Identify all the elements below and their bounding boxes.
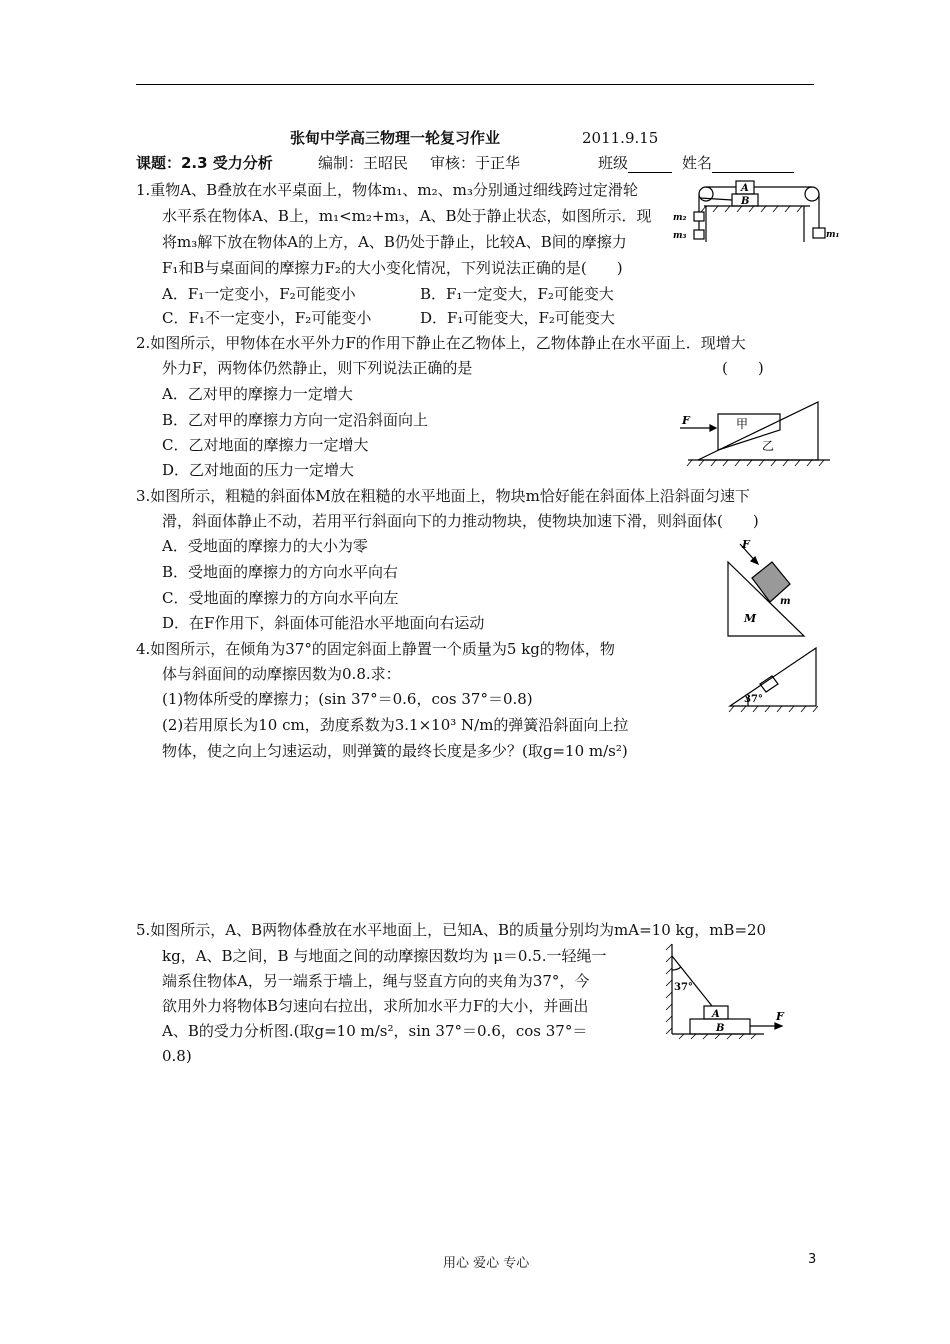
q1-label-a: A <box>741 183 749 194</box>
footer-slogan: 用心 爱心 专心 <box>443 1256 530 1271</box>
q1-option-b: B．F₁一定变大，F₂可能变大 <box>420 285 614 303</box>
q1-label-m1: m₁ <box>826 230 840 240</box>
q4-part-1: (1)物体所受的摩擦力；(sin 37°＝0.6，cos 37°＝0.8) <box>162 690 533 708</box>
reviewer: 审核：于正华 <box>430 154 521 172</box>
page-number: 3 <box>808 1252 817 1267</box>
class-field <box>598 153 672 173</box>
q2-label-jia: 甲 <box>736 417 749 431</box>
q4-line-1: 4.如图所示，在倾角为37°的固定斜面上静置一个质量为5 kg的物体，物 <box>136 640 615 658</box>
q5-label-a: A <box>712 1009 720 1020</box>
q2-option-d: D．乙对地面的压力一定增大 <box>162 461 355 479</box>
q5-line-6: 0.8) <box>162 1047 192 1065</box>
class-blank <box>628 156 672 173</box>
q4-part-3: 物体，使之向上匀速运动，则弹簧的最终长度是多少？(取g=10 m/s²) <box>162 742 628 760</box>
q5-rope-figure <box>664 940 800 1040</box>
q3-line-2: 滑，斜面体静止不动，若用平行斜面向下的力推动物块，使物块加速下滑，则斜面体( ) <box>162 512 759 530</box>
date: 2011.9.15 <box>582 129 659 147</box>
q3-option-a: A．受地面的摩擦力的大小为零 <box>162 537 368 555</box>
q3-label-m: m <box>780 596 791 607</box>
q5-line-5: A、B的受力分析图.(取g=10 m/s²，sin 37°＝0.6，cos 37°＝ <box>162 1022 588 1040</box>
q3-incline-figure <box>722 536 814 640</box>
q5-line-1: 5.如图所示，A、B两物体叠放在水平地面上，已知A、B的质量分别均为mA=10 kg，mB=20 <box>136 921 767 939</box>
q2-wedge-figure <box>668 394 836 468</box>
name-field <box>682 153 794 173</box>
q5-line-4: 欲用外力将物体B匀速向右拉出，求所加水平力F的大小，并画出 <box>162 997 589 1015</box>
page-title: 张甸中学高三物理一轮复习作业 <box>290 129 501 147</box>
editor: 编制：王昭民 <box>318 154 409 172</box>
q3-option-b: B．受地面的摩擦力的方向水平向右 <box>162 563 399 581</box>
q5-label-angle: 37° <box>674 982 693 993</box>
q1-line-3: 将m₃解下放在物体A的上方，A、B仍处于静止，比较A、B间的摩擦力 <box>162 233 627 251</box>
q1-line-4: F₁和B与桌面间的摩擦力F₂的大小变化情况，下列说法正确的是( ) <box>162 259 623 277</box>
q1-option-c: C．F₁不一定变小，F₂可能变小 <box>162 309 372 327</box>
topic-label: 课题：2.3 受力分析 <box>136 154 273 172</box>
name-label: 姓名 <box>682 154 713 172</box>
q1-right-pulley <box>805 187 819 201</box>
q3-line-1: 3.如图所示，粗糙的斜面体M放在粗糙的水平地面上，物块m恰好能在斜面体上沿斜面匀速下 <box>136 487 750 505</box>
q1-label-b: B <box>741 196 750 207</box>
q3-option-c: C．受地面的摩擦力的方向水平向左 <box>162 589 399 607</box>
q4-part-2: (2)若用原长为10 cm，劲度系数为3.1×10³ N/m的弹簧沿斜面向上拉 <box>162 716 629 734</box>
q2-option-c: C．乙对地面的摩擦力一定增大 <box>162 436 369 454</box>
q4-line-2: 体与斜面间的动摩擦因数为0.8.求： <box>162 665 401 683</box>
q1-pulley-figure <box>670 174 840 246</box>
q4-label-angle: 37° <box>744 694 763 705</box>
q2-option-b: B．乙对甲的摩擦力方向一定沿斜面向上 <box>162 411 429 429</box>
name-blank <box>712 156 794 173</box>
q2-bracket: ( ) <box>722 359 764 377</box>
class-label: 班级 <box>598 154 629 172</box>
q2-line-2: 外力F，两物体仍然静止，则下列说法正确的是 <box>162 359 473 377</box>
q1-option-d: D．F₁可能变大，F₂可能变大 <box>420 309 615 327</box>
q2-option-a: A．乙对甲的摩擦力一定增大 <box>162 385 353 403</box>
q5-line-3: 端系住物体A，另一端系于墙上，绳与竖直方向的夹角为37°，今 <box>162 972 590 990</box>
q3-label-M: M <box>744 612 757 625</box>
q1-label-m2: m₂ <box>673 213 687 223</box>
q1-option-a: A．F₁一定变小，F₂可能变小 <box>162 285 356 303</box>
q5-label-b: B <box>716 1023 725 1034</box>
q2-label-yi: 乙 <box>762 439 775 453</box>
q1-line-1: 1.重物A、B叠放在水平桌面上，物体m₁、m₂、m₃分别通过细线跨过定滑轮 <box>136 181 638 199</box>
q2-line-1: 2.如图所示，甲物体在水平外力F的作用下静止在乙物体上，乙物体静止在水平面上．现增大 <box>136 334 746 352</box>
q2-wedge-yi <box>698 402 818 460</box>
q3-label-f: F <box>742 538 750 551</box>
q3-option-d: D．在F作用下，斜面体可能沿水平地面向右运动 <box>162 614 485 632</box>
q1-label-m3: m₃ <box>673 231 687 241</box>
q2-label-f: F <box>682 414 690 427</box>
q1-line-2: 水平系在物体A、B上，m₁<m₂+m₃，A、B处于静止状态，如图所示．现 <box>162 207 652 225</box>
q5-label-f: F <box>776 1010 784 1023</box>
q5-line-2: kg，A、B之间，B 与地面之间的动摩擦因数均为 μ＝0.5.一轻绳一 <box>162 947 607 965</box>
header-rule <box>136 84 814 85</box>
q4-incline-figure <box>722 644 832 714</box>
